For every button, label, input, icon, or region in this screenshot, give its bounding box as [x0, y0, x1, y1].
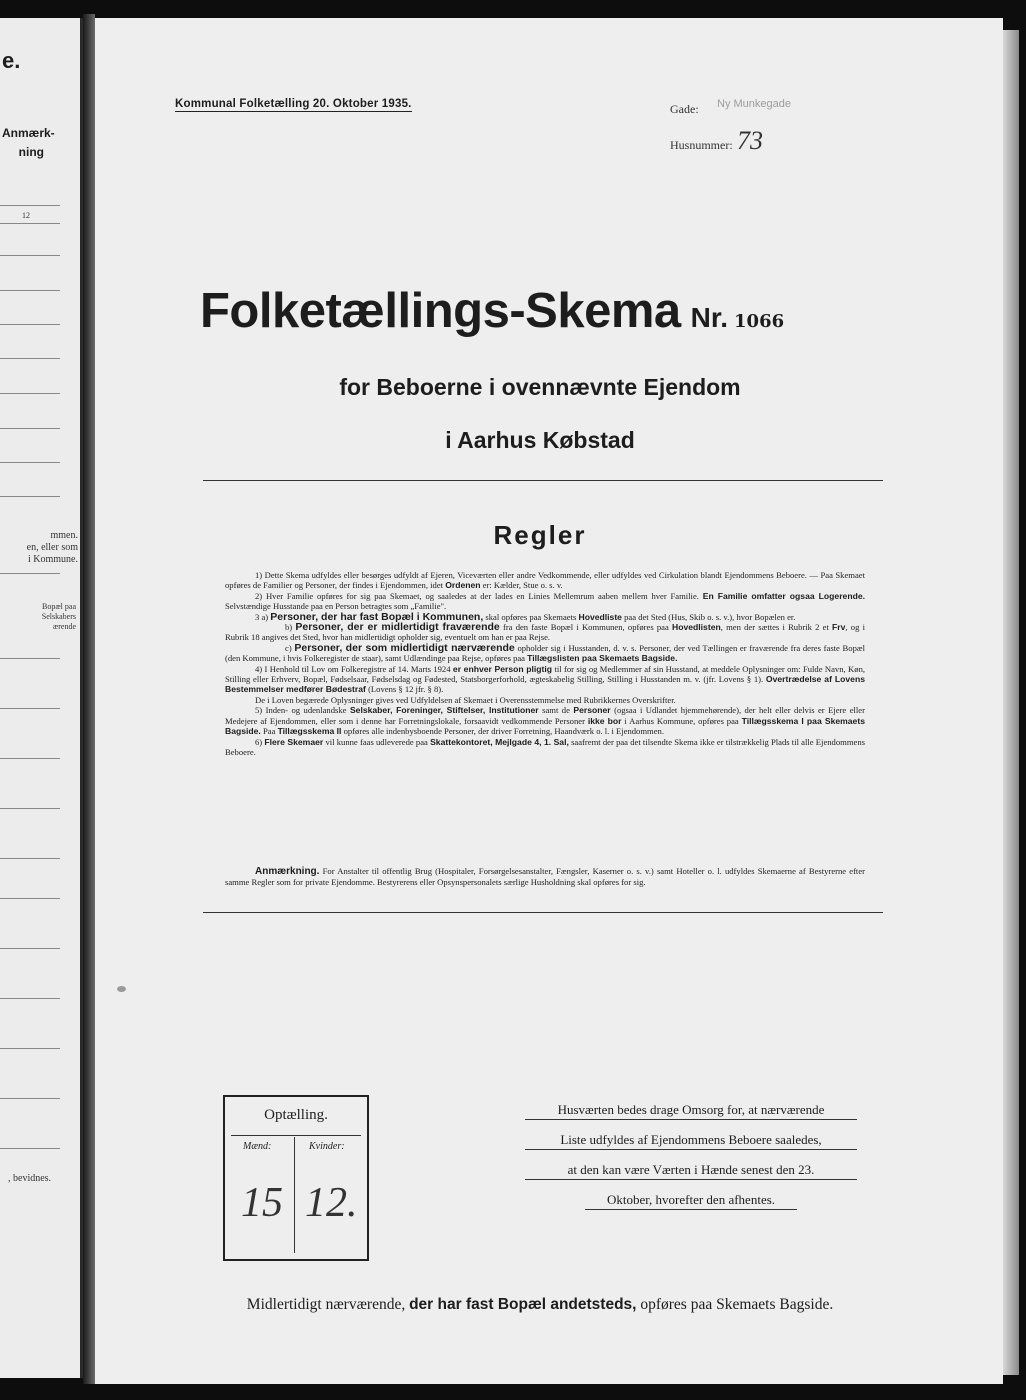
ink-smudge: [117, 986, 126, 992]
notice-line: at den kan være Værten i Hænde senest den 23.: [525, 1162, 857, 1180]
husnummer-label: Husnummer:: [670, 138, 733, 152]
men-count: 15: [241, 1180, 283, 1226]
rules-heading: Regler: [493, 520, 587, 550]
divider-top: [203, 480, 883, 481]
rule-6: 6) Flere Skemaer vil kunne faas udleverede paa Skattekontoret, Mejlgade 4, 1. Sal, saafremt der paa det tilsendte Skema ikke er tilstrækkelig Plads til alle Ejendommens Beboere.: [225, 736, 865, 757]
form-title: [200, 283, 784, 339]
left-page-rule: [0, 462, 60, 463]
left-page-rule: [0, 428, 60, 429]
rules-body: [225, 570, 865, 757]
page-edge: [1003, 30, 1019, 1375]
binding-gutter: [83, 14, 95, 1384]
notice-line: Oktober, hvorefter den afhentes.: [585, 1192, 797, 1210]
left-page-col-number: 12: [22, 211, 30, 220]
count-divider: [231, 1135, 361, 1136]
left-page-fragment-text: , bevidnes.: [8, 1173, 52, 1184]
census-header: Kommunal Folketælling 20. Oktober 1935.: [175, 98, 412, 110]
rule-3a: 3 a) Personer, der har fast Bopæl i Kommunen, skal opføres paa Skemaets Hovedliste paa det Sted (Hus, Skib o. s. v.), hvor Bopælen er.: [255, 610, 796, 623]
husnummer-value: 73: [737, 126, 763, 155]
count-title: Optælling.: [264, 1107, 328, 1123]
left-page-heading: Anmærk- ning: [2, 126, 55, 159]
left-page-rule: [0, 255, 60, 256]
count-column-divider: [294, 1137, 295, 1253]
annotation-text: For Anstalter til offentlig Brug (Hospitaler, Forsørgelsesanstalter, Fængsler, Kaserner o. s. v.) samt Hoteller o. l. udfyldes Skemaerne af Bestyrerne efter samme Regler som for private Ejendomme. Bestyrerens eller Opsynspersonalets særlige Husholdning skal opføres for sig.: [225, 866, 866, 888]
rule-4: 4) I Henhold til Lov om Folkeregistre af 14. Marts 1924 er enhver Person pligtig til for sig og Medlemmer af sin Husstand, at meddele Oplysninger om: Fulde Navn, Køn, Stilling eller Erhverv, Bopæl, Fødselsaar, Fødselsdag og Fødested, Statsborgerforhold, ægteskabelig Stilling, Stilling i Husstanden m. v. (jfr. Lovens § 1). Overtrædelse af Lovens Bestemmelser medfører Bødestraf (Lovens § 12 jfr. § 8).: [225, 663, 866, 695]
rule-3c: c) Personer, der som midlertidigt nærværende opholder sig i Husstanden, d. v. s. Personer, der ved Tællingen er fraværende fra deres faste Bopæl (den Kommune, i hvis Folkeregister de staar), samt Udlændinge paa Rejse, opføres paa Tillægslisten paa Skemaets Bagside.: [225, 641, 865, 664]
notice-line: Husværten bedes drage Omsorg for, at nærværende: [525, 1102, 857, 1120]
left-page-letter: e.: [2, 48, 21, 73]
left-page-rule: [0, 205, 60, 206]
women-label: Kvinder:: [309, 1141, 345, 1152]
annotation-label: Anmærkning.: [255, 866, 320, 877]
left-page-fragment: [0, 18, 83, 1378]
left-page-rule: [0, 393, 60, 394]
footer-instruction: Midlertidigt nærværende, der har fast Bopæl andetsteds, opføres paa Skemaets Bagside.: [246, 1296, 834, 1313]
form-subtitle-1: for Beboerne i ovennævnte Ejendom: [339, 374, 741, 400]
left-page-fragment-text: mmen. en, eller som i Kommune.: [26, 530, 78, 565]
left-page-rule: [0, 708, 60, 709]
left-page-rule: [0, 1148, 60, 1149]
gade-value: Ny Munkegade: [717, 98, 791, 110]
rule-4b: De i Loven begærede Oplysninger gives ved Udfyldelsen af Skemaet i Overensstemmelse med Rubrikkernes Overskrifter.: [255, 694, 676, 705]
count-box: [223, 1095, 369, 1261]
left-page-rule: [0, 1098, 60, 1099]
left-page-rule: [0, 658, 60, 659]
divider-bottom: [203, 912, 883, 913]
left-page-rule: [0, 808, 60, 809]
left-page-rule: [0, 223, 60, 224]
form-number-value: 1066: [734, 311, 785, 332]
left-page-rule: [0, 496, 60, 497]
left-page-rule: [0, 858, 60, 859]
landlord-notice: [525, 1102, 857, 1222]
rule-5: 5) Inden- og udenlandske Selskaber, Foreninger, Stiftelser, Institutioner samt de Personer (ogsaa i Udlandet hjemmehørende), der helt eller delvis er Ejere eller Medejere af Ejendommen, eller som i denne har Forretningslokale, forsaavidt vedkommende Personer ikke bor i Aarhus Kommune, opføres paa Tillægsskema I paa Skemaets Bagside. Paa Tillægsskema II opføres alle indenbysboende Personer, der driver Forretning, Haandværk o. l. i Ejendommen.: [225, 705, 865, 737]
rule-2: 2) Hver Familie opføres for sig paa Skemaet, og saaledes at der lades en Linies Mellemrum aaben mellem hver Familie. En Familie omfatter ogsaa Logerende. Selvstændige Husstande paa en Person betragtes som „Familie".: [225, 590, 865, 612]
left-page-rule: [0, 1048, 60, 1049]
form-subtitle-2: i Aarhus Købstad: [445, 427, 635, 453]
annotation-note: [225, 866, 865, 888]
census-form-page: [95, 18, 1003, 1384]
gade-label: Gade:: [670, 102, 699, 116]
left-page-rule: [0, 324, 60, 325]
men-label: Mænd:: [243, 1141, 272, 1152]
left-page-rule: [0, 358, 60, 359]
left-page-rule: [0, 758, 60, 759]
left-page-rule: [0, 898, 60, 899]
left-page-rule: [0, 948, 60, 949]
left-page-rule: [0, 290, 60, 291]
rule-3b: b) Personer, der er midlertidigt fraværende fra den faste Bopæl i Kommunen, opføres paa Hovedlisten, men der sættes i Rubrik 2 et Frv, og i Rubrik 18 angives det Sted, hvor han midlertidigt opholder sig, eventuelt om han er paa Rejse.: [225, 621, 865, 643]
form-number-label: Nr.: [690, 302, 729, 333]
women-count: 12.: [305, 1180, 358, 1226]
left-page-rule: [0, 573, 60, 574]
left-page-fragment-text: Bopæl paa Selskabers ærende: [41, 602, 76, 631]
form-title-main: Folketællings-Skema: [200, 284, 681, 338]
left-page-rule: [0, 998, 60, 999]
rule-1: 1) Dette Skema udfyldes eller besørges udfyldt af Ejeren, Viceværten eller andre Vedkommende, eller udfyldes ved Cirkulation blandt Ejendommens Beboere. — Paa Skemaet opføres de Familier og Personer, der findes i Ejendommen, idet Ordenen er: Kælder, Stue o. s. v.: [225, 570, 865, 591]
notice-line: Liste udfyldes af Ejendommens Beboere saaledes,: [525, 1132, 857, 1150]
